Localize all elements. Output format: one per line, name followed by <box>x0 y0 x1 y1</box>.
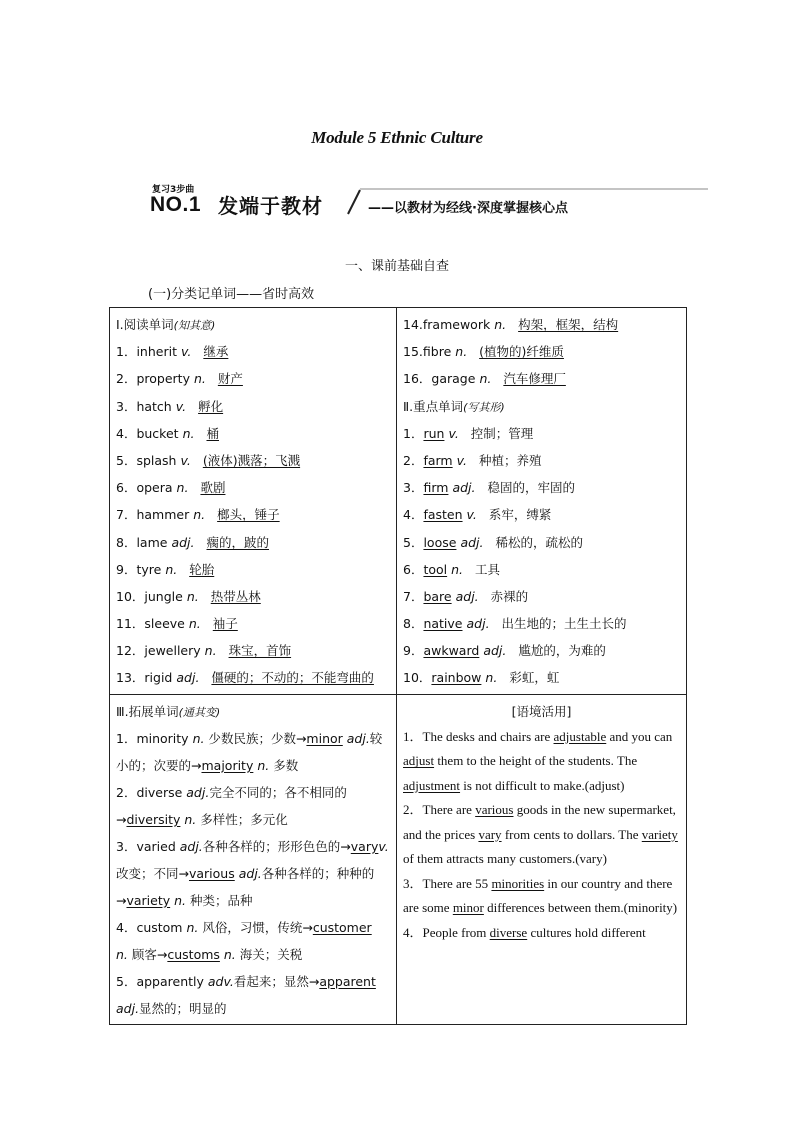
text: 5．apparently <box>116 973 208 989</box>
table-row <box>110 308 687 695</box>
item-word: property <box>136 371 190 387</box>
item-number: 11． <box>116 616 145 632</box>
item-answer: bare <box>423 588 452 604</box>
item-pos: n. <box>182 425 195 441</box>
item-pos: v. <box>456 452 467 468</box>
item-answer: loose <box>423 534 457 550</box>
text: 3．There are 55 <box>403 875 492 891</box>
item-pos: v. <box>175 398 187 414</box>
key-header-label: Ⅱ.重点单词 <box>403 398 464 414</box>
item-answer: tool <box>423 561 448 577</box>
item-number: 10． <box>116 588 145 604</box>
reading-list <box>116 338 390 691</box>
item-pos: n. <box>494 317 507 332</box>
key-header-note: (写其形) <box>463 400 505 414</box>
item-pos: n. <box>485 670 498 686</box>
item-answer: (植物的)纤维质 <box>479 344 564 360</box>
text: 4．People from <box>403 924 490 940</box>
answer: variety <box>126 892 171 908</box>
item-number: 8． <box>116 534 137 550</box>
item-pos: n. <box>193 507 206 523</box>
reading-words-cell <box>110 308 397 695</box>
item-answer: 桶 <box>206 425 219 441</box>
item-answer: fasten <box>423 507 463 523</box>
list-item <box>403 501 680 528</box>
list-item <box>403 447 680 474</box>
item-word: jungle <box>144 588 183 604</box>
item-pos: adj. <box>460 534 484 550</box>
list-item <box>403 637 680 664</box>
banner-main-title: 发端于教材 <box>218 194 323 218</box>
text: 各种各样的；种种的→ <box>116 865 375 908</box>
list-item <box>403 556 680 583</box>
item-pos: n. <box>479 371 492 387</box>
item-word: hammer <box>136 507 190 523</box>
list-item <box>116 420 390 447</box>
item-number: 8． <box>403 616 424 632</box>
item-word: opera <box>136 480 173 496</box>
item-answer: 僵硬的；不动的；不能弯曲的 <box>211 670 374 686</box>
list-item <box>403 529 680 556</box>
item-answer: run <box>423 425 445 441</box>
item-meaning: 赤裸的 <box>490 588 529 604</box>
item-answer: 汽车修理厂 <box>503 371 566 387</box>
expand-item-3 <box>116 833 390 914</box>
text: of them attracts many customers.(vary) <box>403 851 607 867</box>
text: 2．There are <box>403 802 476 818</box>
item-number: 9． <box>116 561 137 577</box>
text: differences between them.(minority) <box>483 900 678 916</box>
item-word: tyre <box>136 561 162 577</box>
item-word: inherit <box>136 344 177 360</box>
item-word: sleeve <box>144 616 185 632</box>
list-item <box>116 637 390 664</box>
item-number: 5． <box>403 534 424 550</box>
table-row <box>110 694 687 1024</box>
pos: n. <box>253 757 270 773</box>
text: them to the height of the students. The <box>434 753 638 769</box>
answer: vary <box>350 838 379 854</box>
item-number: 3． <box>403 480 424 496</box>
context-header: [语境活用] <box>511 703 572 719</box>
context-sentence-1 <box>403 725 680 799</box>
context-sentence-2 <box>403 798 680 872</box>
item-answer: (液体)溅落；飞溅 <box>202 452 301 468</box>
item-word: bucket <box>136 425 179 441</box>
text: 3．varied <box>116 838 180 854</box>
reading-list-continued <box>403 311 680 393</box>
item-number: 5． <box>116 452 137 468</box>
vocabulary-table <box>109 307 687 1025</box>
item-word: rigid <box>144 670 173 686</box>
text: in our country and there are some <box>403 875 673 916</box>
answer: various <box>475 802 514 818</box>
answer: minor <box>452 900 484 916</box>
list-item <box>116 393 390 420</box>
item-number: 13． <box>116 670 145 686</box>
item-answer: 榔头，锤子 <box>217 507 280 523</box>
list-item <box>116 474 390 501</box>
item-meaning: 工具 <box>475 561 501 577</box>
item-number: 1． <box>116 344 137 360</box>
item-answer: 孵化 <box>198 398 224 414</box>
list-item <box>116 610 390 637</box>
item-meaning: 种植；养殖 <box>478 452 542 468</box>
group-title: (一)分类记单词——省时高效 <box>148 287 315 302</box>
item-pos: n. <box>451 561 464 577</box>
text: 种类；品种 <box>186 892 253 908</box>
expand-item-2 <box>116 779 390 833</box>
answer: customer <box>312 919 372 935</box>
item-answer: firm <box>423 480 449 496</box>
text: 风俗，习惯，传统→ <box>198 919 313 935</box>
expand-header-note: (通其变) <box>178 705 221 719</box>
answer: customs <box>167 946 220 962</box>
item-number: 10． <box>403 670 432 686</box>
pos: adj. <box>186 784 210 800</box>
item-pos: n. <box>204 643 217 659</box>
answer: minor <box>306 730 343 746</box>
text: 2．diverse <box>116 784 187 800</box>
answer: variety <box>641 826 678 842</box>
list-item <box>116 501 390 528</box>
item-number: 2． <box>116 371 137 387</box>
answer: majority <box>201 757 254 773</box>
item-word: jewellery <box>144 643 201 659</box>
answer: minorities <box>491 875 545 891</box>
item-number: 9． <box>403 643 424 659</box>
item-number: 7． <box>116 507 137 523</box>
item-answer: 继承 <box>203 344 229 360</box>
list-item <box>403 664 680 691</box>
item-meaning: 稀松的，疏松的 <box>495 534 583 550</box>
context-usage-cell <box>397 694 687 1024</box>
item-answer: rainbow <box>431 670 482 686</box>
item-word: splash <box>136 452 177 468</box>
item-answer: 珠宝，首饰 <box>228 643 292 659</box>
item-answer: 袖子 <box>212 616 238 632</box>
key-words-cell <box>397 308 687 695</box>
item-meaning: 系牢，缚紧 <box>488 507 552 523</box>
item-pos: n. <box>176 480 189 496</box>
answer: adjustment <box>403 777 461 793</box>
list-item <box>403 583 680 610</box>
text: 顾客→ <box>127 946 168 962</box>
item-pos: adj. <box>483 643 507 659</box>
item-number: 3． <box>116 398 137 414</box>
item-answer: 轮胎 <box>189 561 215 577</box>
pos: adj. <box>116 1000 140 1016</box>
item-number: 6． <box>403 561 424 577</box>
banner-number: NO.1 <box>150 193 202 216</box>
context-sentence-3 <box>403 872 680 921</box>
answer: diversity <box>126 811 181 827</box>
pos: v. <box>378 838 389 854</box>
list-item <box>116 529 390 556</box>
item-number: 6． <box>116 480 137 496</box>
pos: n. <box>170 892 187 908</box>
pos: adj. <box>234 865 262 881</box>
list-item <box>403 474 680 501</box>
expand-header <box>116 698 390 725</box>
item-word: lame <box>136 534 168 550</box>
list-item <box>116 365 390 392</box>
text: 1．minority <box>116 730 193 746</box>
item-answer: farm <box>423 452 453 468</box>
banner-small-label: 复习3步曲 <box>152 185 195 195</box>
key-list <box>403 420 680 692</box>
banner-subtitle: ——以教材为经线·深度掌握核心点 <box>368 201 568 216</box>
item-meaning: 尴尬的，为难的 <box>518 643 606 659</box>
item-answer: 热带丛林 <box>210 588 261 604</box>
item-number: 7． <box>403 588 424 604</box>
list-item <box>403 338 680 365</box>
item-pos: n. <box>165 561 178 577</box>
item-meaning: 控制；管理 <box>470 425 534 441</box>
item-word: hatch <box>136 398 172 414</box>
pos: adj. <box>179 838 203 854</box>
item-number: 14. <box>403 317 423 332</box>
pos: n. <box>186 919 199 935</box>
answer: adjustable <box>553 728 607 744</box>
item-pos: v. <box>466 507 477 523</box>
item-pos: v. <box>180 452 191 468</box>
context-sentence-4 <box>403 921 680 946</box>
item-pos: n. <box>455 344 468 360</box>
reading-header-note: (知其意) <box>173 319 216 332</box>
expand-item-4 <box>116 914 390 968</box>
text: cultures hold different <box>527 924 646 940</box>
expand-item-1 <box>116 725 390 779</box>
text: 各种各样的；形形色色的→ <box>202 838 351 854</box>
answer: adjust <box>403 753 435 769</box>
pos: adv. <box>207 973 234 989</box>
item-pos: n. <box>193 371 206 387</box>
text: 少数民族；少数→ <box>204 730 307 746</box>
item-number: 2． <box>403 452 424 468</box>
list-item <box>116 583 390 610</box>
pos: adj. <box>342 730 370 746</box>
text: 较小的；次要的→ <box>116 730 383 773</box>
text: 完全不同的；各不相同的 <box>209 784 347 800</box>
item-answer: 歌剧 <box>200 480 226 496</box>
item-pos: v. <box>180 344 192 360</box>
item-answer: 构架，框架，结构 <box>518 317 619 332</box>
item-answer: awkward <box>423 643 480 659</box>
text: goods in the new supermarket, and the prices <box>403 802 676 842</box>
pos: n. <box>219 946 236 962</box>
pos: n. <box>180 811 197 827</box>
expand-item-5 <box>116 968 390 1022</box>
item-pos: v. <box>448 425 459 441</box>
list-item <box>403 311 680 338</box>
item-number: 15. <box>403 344 423 360</box>
item-meaning: 稳固的，牢固的 <box>487 480 575 496</box>
item-pos: adj. <box>466 616 490 632</box>
reading-header <box>116 311 390 338</box>
list-item <box>403 420 680 447</box>
pos: n. <box>116 946 128 962</box>
item-number: 12． <box>116 643 145 659</box>
list-item <box>116 447 390 474</box>
reading-header-label: Ⅰ.阅读单词 <box>116 317 174 332</box>
item-word: fibre <box>422 344 452 360</box>
text: 1．The desks and chairs are <box>403 728 554 744</box>
text: 4．custom <box>116 919 187 935</box>
item-number: 1． <box>403 425 424 441</box>
text: 看起来；显然→ <box>233 973 320 989</box>
section-title: 一、课前基础自查 <box>344 259 449 274</box>
item-pos: n. <box>186 588 199 604</box>
text: 显然的；明显的 <box>139 1000 227 1016</box>
item-meaning: 彩虹，虹 <box>509 670 560 686</box>
item-pos: adj. <box>176 670 200 686</box>
text: 海关；关税 <box>235 946 303 962</box>
list-item <box>403 610 680 637</box>
expand-header-label: Ⅲ.拓展单词 <box>116 703 179 719</box>
list-item <box>403 365 680 392</box>
text: and you can <box>606 728 673 744</box>
pos: n. <box>192 730 205 746</box>
list-item <box>116 556 390 583</box>
answer: various <box>188 865 235 881</box>
key-header <box>403 393 680 420</box>
item-meaning: 出生地的；土生土长的 <box>501 616 627 632</box>
text: 多样性；多元化 <box>196 811 288 827</box>
item-pos: adj. <box>171 534 195 550</box>
answer: vary <box>478 826 502 842</box>
item-word: framework <box>422 317 491 332</box>
answer: apparent <box>319 973 376 989</box>
item-word: garage <box>431 371 476 387</box>
text: → <box>116 811 127 827</box>
item-pos: n. <box>188 616 201 632</box>
item-pos: adj. <box>452 480 476 496</box>
item-answer: native <box>423 616 463 632</box>
answer: diverse <box>489 924 528 940</box>
item-pos: adj. <box>455 588 479 604</box>
text: is not difficult to make.(adjust) <box>460 777 625 793</box>
page-title: Module 5 Ethnic Culture <box>311 128 483 147</box>
item-answer: 财产 <box>217 371 243 387</box>
item-answer: 瘸的，跛的 <box>206 534 270 550</box>
list-item <box>116 664 390 691</box>
item-number: 4． <box>116 425 137 441</box>
text: 改变；不同→ <box>116 865 189 881</box>
text: 多数 <box>269 757 299 773</box>
section-banner <box>148 180 708 220</box>
expand-words-cell <box>110 694 397 1024</box>
item-number: 4． <box>403 507 424 523</box>
item-number: 16． <box>403 371 432 387</box>
list-item <box>116 338 390 365</box>
text: from cents to dollars. The <box>501 826 642 842</box>
